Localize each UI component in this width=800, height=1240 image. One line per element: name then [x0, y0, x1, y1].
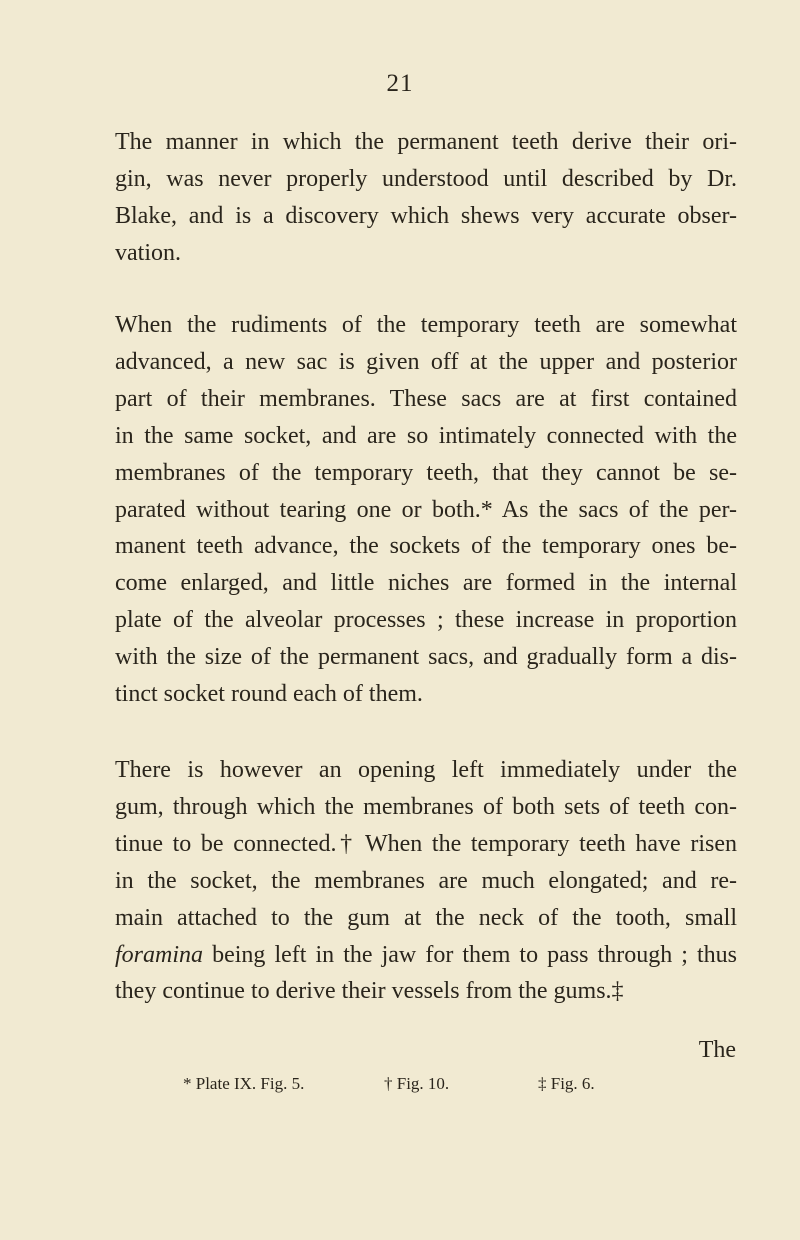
italic-term: foramina [115, 941, 204, 968]
text-line: vation. [115, 239, 181, 266]
footnote: † Fig. 10. [384, 1074, 450, 1093]
text-line: gin, was never properly understood until described by Dr. [115, 165, 737, 192]
text-line: parated without tearing one or both.* As the sacs of the per- [115, 496, 737, 523]
text-line: main attached to the gum at the neck of the tooth, small [115, 904, 737, 931]
text-line: gum, through which the membranes of both sets of teeth con- [115, 793, 737, 820]
text-line: manent teeth advance, the sockets of the temporary ones be- [115, 533, 737, 560]
text-line: tinue to be connected.† When the temporary teeth have risen [115, 830, 737, 857]
footnote: ‡ Fig. 6. [538, 1074, 595, 1093]
text-line: plate of the alveolar processes ; these increase in proportion [115, 607, 737, 634]
paragraph-3 [69, 752, 737, 1010]
text-line: Blake, and is a discovery which shews very accurate obser- [115, 202, 737, 229]
text-line: with the size of the permanent sacs, and gradually form a dis- [115, 644, 737, 671]
catchword: The [698, 1037, 736, 1063]
text-line: part of their membranes. These sacs are at first contained [115, 385, 737, 412]
text-line-rest: being left in the jaw for them to pass through ; thus [212, 941, 738, 968]
text-line: The manner in which the permanent teeth derive their ori- [115, 129, 737, 155]
footnote: * Plate IX. Fig. 5. [183, 1074, 305, 1093]
page-number: 21 [386, 70, 414, 97]
text-line: advanced, a new sac is given off at the upper and posterior [115, 348, 737, 375]
text-line: When the rudiments of the temporary teeth are somewhat [115, 312, 737, 338]
text-line: membranes of the temporary teeth, that they cannot be se- [115, 459, 737, 486]
text-line: they continue to derive their vessels from the gums.‡ [115, 978, 624, 1005]
paragraph-1 [69, 124, 737, 272]
paragraph-2 [69, 307, 737, 713]
text-line: in the socket, the membranes are much elongated; and re- [115, 867, 737, 894]
text-line: There is however an opening left immediately under the [115, 757, 737, 783]
text-line: tinct socket round each of them. [115, 681, 423, 708]
text-line: in the same socket, and are so intimately connected with the [115, 422, 737, 449]
text-line-with-italic [69, 937, 737, 974]
text-line: come enlarged, and little niches are formed in the internal [115, 570, 737, 597]
